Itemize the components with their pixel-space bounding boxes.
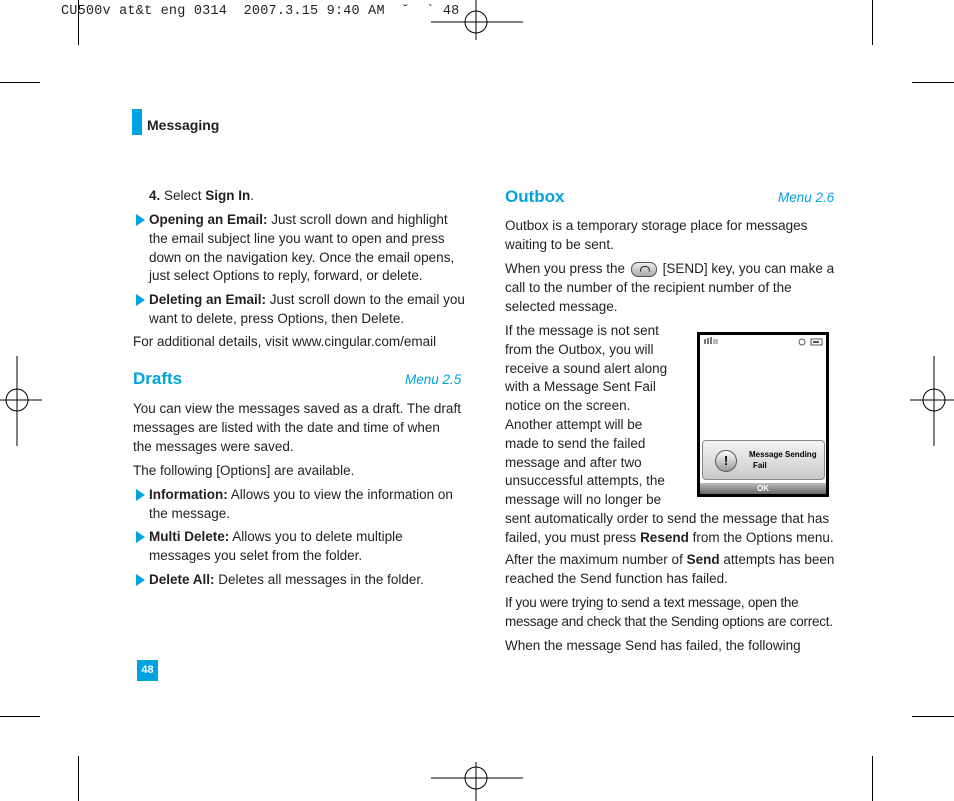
crop-mark bbox=[78, 756, 79, 801]
bullet-arrow-icon bbox=[136, 489, 145, 501]
signal-icon bbox=[704, 339, 706, 344]
registration-mark-bottom bbox=[431, 762, 523, 801]
details-text: For additional details, visit www.cingular.com/email bbox=[133, 334, 437, 349]
page-number: 48 bbox=[137, 660, 158, 681]
opening-email-item: Opening an Email: Just scroll down and highlight the email subject line you want to open and press down on the navigation key. Once the email opens, just select Options to reply, forward, or delete. bbox=[149, 212, 455, 284]
error-popup bbox=[702, 440, 825, 480]
crop-mark bbox=[912, 716, 954, 717]
outbox-paragraph-5: If you were trying to send a text message, open the message and check that the Sending options are correct. bbox=[505, 595, 833, 629]
step-4: 4. Select Sign In. bbox=[149, 188, 255, 203]
crop-mark bbox=[912, 82, 954, 83]
drafts-paragraph: You can view the messages saved as a draft. The draft messages are listed with the date and time of when the messages were saved. bbox=[133, 401, 461, 454]
status-bar bbox=[700, 335, 826, 347]
section-marker bbox=[132, 109, 142, 135]
registration-mark-left bbox=[0, 356, 42, 446]
options-intro: The following [Options] are available. bbox=[133, 463, 355, 478]
outbox-heading: Outbox bbox=[505, 187, 565, 206]
warning-icon: ! bbox=[715, 450, 737, 472]
outbox-menu-ref: Menu 2.6 bbox=[778, 190, 835, 205]
crop-mark bbox=[0, 716, 40, 717]
information-item: Information: Allows you to view the information on the message. bbox=[149, 487, 453, 521]
print-header: CU500v at&t eng 0314 2007.3.15 9:40 AM ˘ ` 48 bbox=[61, 4, 460, 19]
phone-screenshot bbox=[697, 332, 829, 497]
crop-mark bbox=[872, 0, 873, 45]
drafts-menu-ref: Menu 2.5 bbox=[405, 372, 462, 387]
outbox-paragraph-1: Outbox is a temporary storage place for messages waiting to be sent. bbox=[505, 218, 808, 252]
deleting-email-item: Deleting an Email: Just scroll down to the email you want to delete, press Options, then Delete. bbox=[149, 292, 465, 326]
bullet-arrow-icon bbox=[136, 294, 145, 306]
alert-icon bbox=[799, 339, 805, 345]
outbox-paragraph-6: When the message Send has failed, the following bbox=[505, 638, 801, 653]
popup-message: Message Sending Fail bbox=[749, 450, 817, 470]
multi-delete-item: Multi Delete: Allows you to delete multiple messages you selet from the folder. bbox=[149, 529, 403, 563]
outbox-paragraph-4: After the maximum number of Send attempts has been reached the Send function has failed. bbox=[505, 552, 835, 586]
send-key-icon bbox=[631, 262, 657, 277]
bullet-arrow-icon bbox=[136, 531, 145, 543]
crop-mark bbox=[0, 82, 40, 83]
delete-all-item: Delete All: Deletes all messages in the folder. bbox=[149, 572, 424, 587]
section-label: Messaging bbox=[147, 117, 220, 133]
crop-mark bbox=[872, 756, 873, 801]
drafts-heading: Drafts bbox=[133, 369, 183, 388]
outbox-paragraph-3: If the message is not sent from the Outbox, you will receive a sound alert along with a Message Sent Fail notice on the screen. Another attempt will be made to send the failed message and after two unsuccessful attempts, the message will no longer be sent automatically order to send the message that has failed, you must press Resend from the Options menu. bbox=[505, 323, 834, 545]
bullet-arrow-icon bbox=[136, 214, 145, 226]
registration-mark-right bbox=[910, 356, 954, 446]
bullet-arrow-icon bbox=[136, 574, 145, 586]
phone-screen bbox=[700, 335, 826, 494]
outbox-paragraph-2: When you press the [SEND] key, you can make a call to the number of the recipient number of the selected message. bbox=[505, 261, 835, 314]
ok-softkey: OK bbox=[700, 483, 826, 494]
